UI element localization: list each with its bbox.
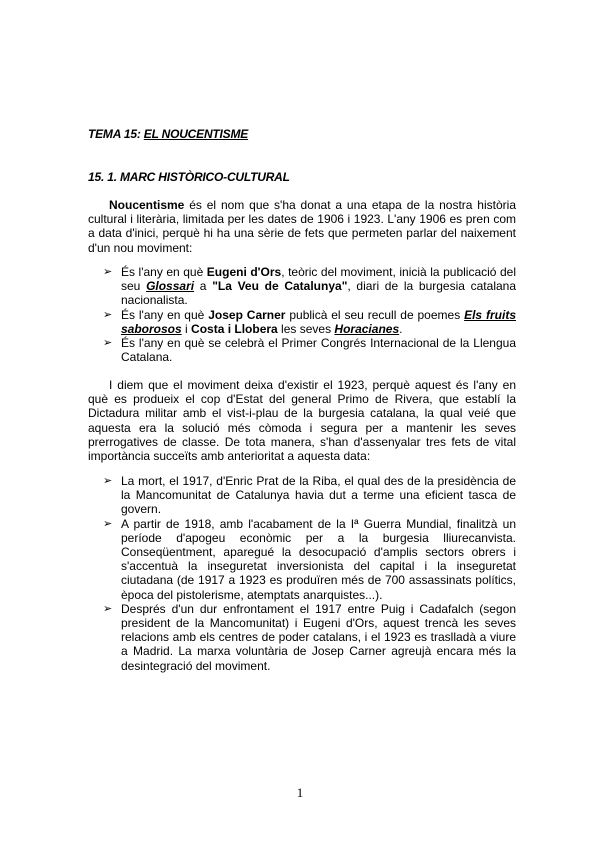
list-item — [88, 517, 516, 602]
list-text: La mort, el 1917, d'Enric Prat de la Riba, el qual des de la presidència de la Mancomunitat de Catalunya havia dut a terme una eficient tasca de govern. — [121, 474, 516, 517]
list-bold: Josep Carner — [208, 307, 286, 322]
intro-text: és el nom que s'ha donat a una etapa de la nostra història cultural i literària, limitada per les dates de 1906 i 1923. L'any 1906 es pren com a data d'inici, perquè hi ha una sèrie de fets que permeten parlar del naixement d'un nou moviment: — [88, 198, 516, 255]
intro-paragraph — [88, 198, 516, 255]
list-text: Després d'un dur enfrontament el 1917 entre Puig i Cadafalch (segon president de la Mancomunitat) i Eugeni d'Ors, aquest trencà les seves relacions amb els centres de poder catalans, i el 1923 es traslladà a viure a Madrid. La marxa voluntària de Josep Carner agreujà encara més la desintegració del moviment. — [121, 601, 516, 673]
list-item — [88, 602, 516, 673]
arrow-bullet-icon: ➢ — [103, 337, 113, 350]
list-item — [88, 265, 516, 308]
title-underlined: EL NOUCENTISME — [143, 127, 249, 141]
list-text: , teòric del moviment, inicià la publicació del seu — [121, 265, 517, 294]
list-bold-italic: Horacianes — [334, 321, 400, 336]
list-text: a — [194, 279, 213, 294]
arrow-bullet-icon: ➢ — [103, 602, 113, 615]
paragraph-1923: I diem que el moviment deixa d'existir el 1923, perquè aquest és l'any en què es produeix el cop d'Estat del general Primo de Rivera, que establí la Dictadura militar amb el vist-i-plau de la burgesia catalana, la qual veié que aquesta era la solució més còmoda i segura per a mantenir les seves prerrogatives de classe. De tota manera, s'han d'assenyalar tres fets de vital importància succeïts amb anterioritat a aquesta data: — [88, 378, 516, 464]
list-text: . — [399, 321, 403, 336]
events-1906-list — [88, 265, 516, 364]
list-text: publicà el seu recull de poemes — [285, 307, 465, 322]
list-bold-italic: Glossari — [146, 279, 195, 294]
list-bold: Costa i Llobera — [191, 321, 278, 336]
list-bold: "La Veu de Catalunya" — [212, 279, 348, 294]
list-text: És l'any en què se celebrà el Primer Congrés Internacional de la Llengua Catalana. — [121, 336, 516, 365]
list-text: A partir de 1918, amb l'acabament de la Iª Guerra Mundial, finalitzà un període d'apogeu econòmic per a la burgesia lliurecanvista. Conseqüentment, aparegué la desocupació d'amplis sectors obrers i s'accentuà la inseguretat inversionista del capital i la inseguretat ciutadana (de 1917 a 1923 es produïren més de 700 assassinats polítics, època del pistolerisme, atemptats anarquistes...). — [121, 516, 516, 602]
list-text: , diari de la burgesia catalana nacionalista. — [121, 279, 517, 308]
intro-bold-term: Noucentisme — [109, 198, 185, 212]
list-text: És l'any en què — [121, 307, 209, 322]
document-title — [88, 127, 248, 141]
section-heading: 15. 1. MARC HISTÒRICO-CULTURAL — [88, 170, 290, 184]
list-text: les seves — [277, 321, 335, 336]
page-number: 1 — [296, 785, 304, 800]
list-item — [88, 336, 516, 364]
list-bold-italic: Els fruits saborosos — [121, 307, 516, 336]
list-item — [88, 308, 516, 336]
title-prefix: TEMA 15: — [88, 127, 144, 141]
list-text: i — [181, 321, 192, 336]
list-text: És l'any en què — [121, 265, 207, 279]
arrow-bullet-icon: ➢ — [103, 308, 113, 321]
list-item — [88, 474, 516, 517]
events-before-1923-list — [88, 474, 516, 673]
arrow-bullet-icon: ➢ — [103, 517, 113, 530]
list-bold: Eugeni d'Ors — [206, 265, 282, 279]
arrow-bullet-icon: ➢ — [103, 475, 113, 487]
arrow-bullet-icon: ➢ — [103, 266, 113, 278]
